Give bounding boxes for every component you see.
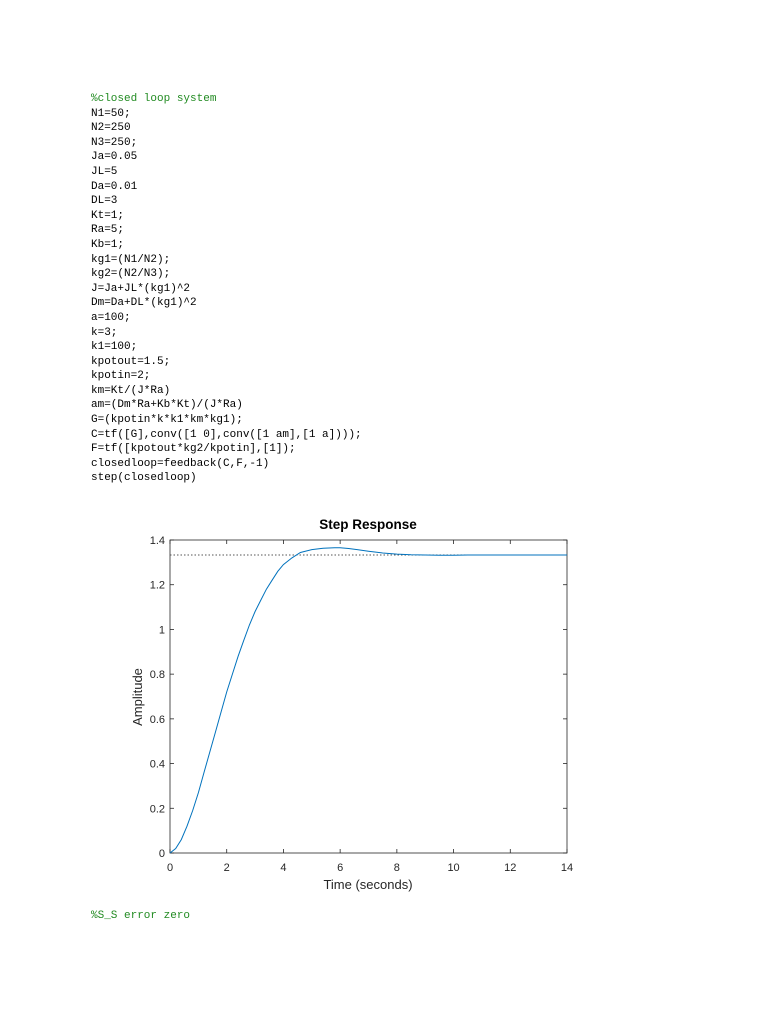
code-line: N1=50; xyxy=(91,107,131,120)
code-line: kpotin=2; xyxy=(91,370,151,383)
code-line: Kb=1; xyxy=(91,238,125,251)
code-line: Da=0.01 xyxy=(91,180,138,193)
code-line: closedloop=feedback(C,F,-1) xyxy=(91,457,270,470)
footer-comment: %S_S error zero xyxy=(91,910,191,922)
y-tick-label: 1.4 xyxy=(149,535,165,547)
code-line: N2=250 xyxy=(91,122,131,135)
y-tick-label: 0.4 xyxy=(149,758,165,771)
step-response-chart xyxy=(0,500,768,900)
x-tick-label: 14 xyxy=(560,862,574,874)
code-line: N3=250; xyxy=(91,136,138,149)
y-tick-label: 1.2 xyxy=(149,579,165,592)
code-line: k=3; xyxy=(91,326,118,339)
x-tick-label: 10 xyxy=(447,862,460,874)
x-tick-label: 12 xyxy=(504,862,517,874)
x-axis-label: Time (seconds) xyxy=(323,877,413,892)
code-line: am=(Dm*Ra+Kb*Kt)/(J*Ra) xyxy=(91,399,243,412)
code-line: Dm=Da+DL*(kg1)^2 xyxy=(91,297,197,310)
code-line: Kt=1; xyxy=(91,209,125,222)
x-tick-label: 6 xyxy=(337,862,344,874)
code-line: J=Ja+JL*(kg1)^2 xyxy=(91,282,191,295)
code-line: k1=100; xyxy=(91,341,138,354)
code-line: C=tf([G],conv([1 0],conv([1 am],[1 a]))); xyxy=(91,428,362,441)
code-line: DL=3 xyxy=(91,195,118,208)
y-tick-label: 1 xyxy=(158,624,165,637)
y-tick-label: 0 xyxy=(158,848,165,860)
y-tick-label: 0.6 xyxy=(149,713,165,726)
y-tick-label: 0.2 xyxy=(149,803,165,816)
plot-area xyxy=(170,540,567,853)
code-line: JL=5 xyxy=(91,165,118,178)
code-line: kg1=(N1/N2); xyxy=(91,253,171,266)
x-tick-label: 0 xyxy=(166,862,174,874)
y-tick-label: 0.8 xyxy=(149,669,165,682)
code-line: F=tf([kpotout*kg2/kpotin],[1]); xyxy=(91,443,296,456)
code-line: kg2=(N2/N3); xyxy=(91,268,171,281)
code-line: km=Kt/(J*Ra) xyxy=(91,384,171,397)
code-comment: %closed loop system xyxy=(91,93,217,105)
code-block xyxy=(91,92,362,486)
y-axis-label: Amplitude xyxy=(130,668,145,726)
x-tick-label: 2 xyxy=(223,862,230,874)
code-line: Ra=5; xyxy=(91,224,125,237)
x-tick-label: 8 xyxy=(393,862,400,874)
code-line: kpotout=1.5; xyxy=(91,355,171,368)
code-line: Ja=0.05 xyxy=(91,151,138,164)
code-line: step(closedloop) xyxy=(91,472,197,485)
chart-title: Step Response xyxy=(319,517,417,532)
code-lines xyxy=(91,107,362,486)
code-line: G=(kpotin*k*k1*km*kg1); xyxy=(91,414,243,427)
x-tick-label: 4 xyxy=(280,862,287,874)
code-line: a=100; xyxy=(91,311,131,324)
